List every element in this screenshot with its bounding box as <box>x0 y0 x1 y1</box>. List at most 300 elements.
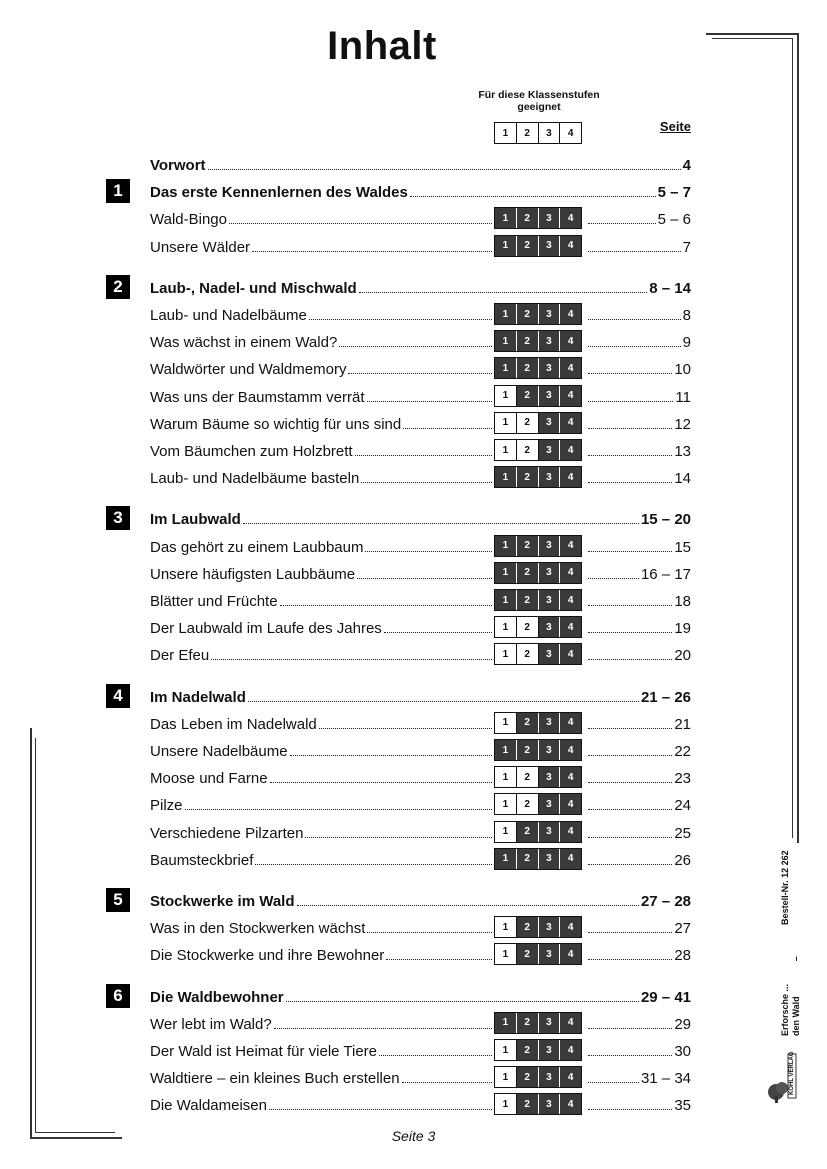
toc-entry <box>150 820 691 842</box>
grade-level-cell: 4 <box>560 1067 581 1087</box>
toc-entry <box>150 792 691 814</box>
grade-level-cell: 2 <box>517 358 539 378</box>
entry-title: Laub- und Nadelbäume basteln <box>150 470 360 488</box>
chapter-row <box>150 984 691 1006</box>
entry-title: Blätter und Früchte <box>150 593 278 610</box>
chapter-title: Die Waldbewohner <box>150 988 284 1006</box>
grade-level-box <box>494 1066 582 1088</box>
toc-entry <box>150 1011 691 1033</box>
frame-left-line <box>30 728 32 1138</box>
grade-level-cell: 1 <box>495 358 517 378</box>
toc-entry <box>150 1092 691 1114</box>
grade-level-cell: 1 <box>495 713 517 733</box>
grade-level-box <box>494 1093 582 1115</box>
grade-level-cell: 1 <box>495 822 517 842</box>
dot-leader <box>211 659 492 660</box>
grade-level-box <box>494 616 582 638</box>
chapter-row <box>150 506 691 528</box>
grade-level-box <box>494 943 582 965</box>
dot-leader <box>588 932 672 933</box>
page-number: 27 – 28 <box>640 893 691 910</box>
toc-entry <box>150 234 691 256</box>
dot-leader <box>270 782 492 783</box>
entry-title: Was uns der Baumstamm verrät <box>150 388 365 406</box>
grade-level-cell: 3 <box>539 331 561 351</box>
grade-level-box <box>494 535 582 557</box>
entry-title: Unsere Nadelbäume <box>150 743 288 760</box>
grade-level-cell: 4 <box>560 208 581 228</box>
page-column-header: Seite <box>659 119 691 134</box>
grade-level-cell: 4 <box>560 236 581 256</box>
grade-level-cell: 1 <box>495 944 517 964</box>
chapter-title: Das erste Kennenlernen des Waldes <box>150 184 408 202</box>
grade-level-cell: 1 <box>495 1013 517 1033</box>
dot-leader <box>309 319 492 320</box>
toc-entry <box>150 642 691 664</box>
dot-leader <box>588 659 672 660</box>
side-label-line2: den Wald <box>791 996 801 1036</box>
grade-level-cell: 3 <box>539 440 561 460</box>
entry-title: Unsere Wälder <box>150 238 251 256</box>
dot-leader <box>355 455 492 456</box>
dot-leader <box>280 605 492 606</box>
entry-title: Baumsteckbrief <box>150 851 254 869</box>
dot-leader <box>339 346 492 347</box>
grade-level-box <box>494 821 582 843</box>
dot-leader <box>588 455 672 456</box>
page-number: 31 – 34 <box>640 1070 691 1088</box>
dot-leader <box>348 373 492 374</box>
page-title: Inhalt <box>327 24 437 68</box>
dot-leader <box>229 223 492 224</box>
grade-level-cell: 1 <box>495 1040 517 1060</box>
entry-title: Laub- und Nadelbäume <box>150 307 307 324</box>
grade-level-cell: 1 <box>495 467 517 487</box>
page-number: 16 – 17 <box>640 565 691 583</box>
grade-level-box <box>494 385 582 407</box>
grade-level-cell: 4 <box>560 740 581 760</box>
toc-entry <box>150 711 691 733</box>
grade-level-cell: 2 <box>517 236 539 256</box>
grade-level-cell: 3 <box>539 536 561 556</box>
grade-level-box <box>494 589 582 611</box>
page-number: 4 <box>682 157 691 174</box>
page-number: 7 <box>682 238 691 256</box>
dot-leader <box>588 755 672 756</box>
page-number: 21 <box>674 715 691 733</box>
grade-level-cell: 4 <box>560 917 581 937</box>
grade-level-cell: 1 <box>495 331 517 351</box>
grade-level-cell: 2 <box>517 1013 539 1033</box>
side-label-order: Bestell-Nr. 12 262 <box>780 850 790 925</box>
grade-level-cell: 3 <box>539 794 561 814</box>
entry-title: Moose und Farne <box>150 770 268 788</box>
grade-level-cell: 1 <box>495 1067 517 1087</box>
entry-title: Unsere häufigsten Laubbäume <box>150 565 356 583</box>
toc-entry <box>150 915 691 937</box>
grade-header-level: 2 <box>517 123 539 143</box>
grade-level-cell: 2 <box>517 386 539 406</box>
grade-level-cell: 3 <box>539 358 561 378</box>
grade-level-cell: 3 <box>539 822 561 842</box>
grade-level-cell: 1 <box>495 563 517 583</box>
page-number: 18 <box>674 593 691 610</box>
grade-level-cell: 2 <box>517 1094 539 1114</box>
grade-level-box <box>494 766 582 788</box>
page-number: 15 – 20 <box>640 511 691 529</box>
entry-title: Die Waldameisen <box>150 1097 267 1115</box>
grade-level-cell: 3 <box>539 944 561 964</box>
toc-entry <box>150 765 691 787</box>
dot-leader <box>588 251 681 252</box>
dot-leader <box>319 728 492 729</box>
entry-title: Vom Bäumchen zum Holzbrett <box>150 443 353 460</box>
grade-level-cell: 4 <box>560 590 581 610</box>
page-number: 28 <box>674 947 691 965</box>
grade-level-cell: 1 <box>495 208 517 228</box>
grade-level-cell: 2 <box>517 331 539 351</box>
dot-leader <box>588 864 672 865</box>
grade-level-cell: 1 <box>495 413 517 433</box>
entry-title: Vorwort <box>150 157 206 174</box>
dot-leader <box>588 482 672 483</box>
dot-leader <box>588 223 656 224</box>
grade-level-box <box>494 207 582 229</box>
page-number: 30 <box>674 1043 691 1060</box>
chapter-number-badge: 3 <box>106 506 130 530</box>
entry-title: Warum Bäume so wichtig für uns sind <box>150 415 402 433</box>
grade-header-level: 4 <box>560 123 581 143</box>
grade-level-cell: 4 <box>560 617 581 637</box>
grade-level-cell: 3 <box>539 563 561 583</box>
page-number: 25 <box>674 824 691 842</box>
grade-level-cell: 4 <box>560 644 581 664</box>
grade-level-cell: 2 <box>517 713 539 733</box>
grade-level-cell: 2 <box>517 536 539 556</box>
toc-entry <box>150 534 691 556</box>
toc-entry <box>150 465 691 487</box>
grade-level-box <box>494 466 582 488</box>
grade-level-cell: 1 <box>495 440 517 460</box>
dot-leader <box>290 755 492 756</box>
grade-level-cell: 4 <box>560 713 581 733</box>
dot-leader <box>365 551 492 552</box>
dot-leader <box>367 932 492 933</box>
frame-right-line <box>792 38 793 838</box>
grade-level-cell: 4 <box>560 467 581 487</box>
grade-level-cell: 3 <box>539 236 561 256</box>
grade-level-cell: 1 <box>495 794 517 814</box>
page-number: 19 <box>674 620 691 638</box>
grade-level-cell: 2 <box>517 617 539 637</box>
grade-level-cell: 4 <box>560 1013 581 1033</box>
grade-level-box <box>494 235 582 257</box>
page-number: 27 <box>674 920 691 938</box>
grade-level-box <box>494 712 582 734</box>
dot-leader <box>588 428 672 429</box>
dot-leader <box>588 373 672 374</box>
frame-top-line <box>712 38 792 39</box>
dot-leader <box>361 482 492 483</box>
dot-leader <box>403 428 492 429</box>
dot-leader <box>185 809 492 810</box>
toc-entry <box>150 942 691 964</box>
grade-level-cell: 4 <box>560 1040 581 1060</box>
grade-level-cell: 2 <box>517 1040 539 1060</box>
grade-level-cell: 3 <box>539 467 561 487</box>
page-number: 24 <box>674 797 691 815</box>
dot-leader <box>410 196 656 197</box>
dot-leader <box>269 1109 492 1110</box>
toc-entry <box>150 411 691 433</box>
page-number: 9 <box>682 334 691 352</box>
grade-level-cell: 3 <box>539 413 561 433</box>
grade-level-cell: 4 <box>560 944 581 964</box>
dot-leader <box>588 346 681 347</box>
entry-title: Was wächst in einem Wald? <box>150 334 338 352</box>
grade-level-cell: 3 <box>539 304 561 324</box>
page-number: 20 <box>674 647 691 665</box>
chapter-title: Im Nadelwald <box>150 688 246 706</box>
grade-level-box <box>494 562 582 584</box>
grade-level-box <box>494 439 582 461</box>
dot-leader <box>588 1028 672 1029</box>
dot-leader <box>357 578 492 579</box>
chapter-row <box>150 888 691 910</box>
dot-leader <box>588 605 672 606</box>
dot-leader <box>386 959 492 960</box>
grade-level-cell: 2 <box>517 740 539 760</box>
dot-leader <box>379 1055 492 1056</box>
toc-entry <box>150 588 691 610</box>
dot-leader <box>248 701 639 702</box>
grade-level-cell: 1 <box>495 644 517 664</box>
tree-logo-icon <box>766 1052 806 1104</box>
grade-level-cell: 3 <box>539 208 561 228</box>
grade-level-cell: 3 <box>539 917 561 937</box>
dot-leader <box>359 292 648 293</box>
toc-entry <box>150 438 691 460</box>
dot-leader <box>588 1082 639 1083</box>
page-number-footer: Seite 3 <box>391 1128 436 1144</box>
grade-level-cell: 3 <box>539 1013 561 1033</box>
toc-entry <box>150 384 691 406</box>
grade-level-cell: 1 <box>495 536 517 556</box>
toc-entry <box>150 356 691 378</box>
chapter-title: Stockwerke im Wald <box>150 893 295 910</box>
chapter-number-badge: 6 <box>106 984 130 1008</box>
dot-leader <box>588 959 672 960</box>
grade-level-cell: 3 <box>539 1040 561 1060</box>
grade-level-cell: 4 <box>560 386 581 406</box>
dot-leader <box>255 864 492 865</box>
toc-entry <box>150 302 691 324</box>
grade-level-cell: 2 <box>517 563 539 583</box>
frame-left-line <box>35 738 36 1133</box>
grade-level-cell: 3 <box>539 590 561 610</box>
grade-level-cell: 3 <box>539 617 561 637</box>
grade-level-cell: 4 <box>560 794 581 814</box>
toc-entry <box>150 206 691 228</box>
grade-level-cell: 1 <box>495 849 517 869</box>
page-number: 8 – 14 <box>649 279 691 297</box>
grade-level-cell: 3 <box>539 1094 561 1114</box>
chapter-row <box>150 275 691 297</box>
side-label-line1: Erforsche ... <box>780 983 790 1036</box>
frame-right-line <box>797 33 799 843</box>
entry-title: Die Stockwerke und ihre Bewohner <box>150 947 385 965</box>
chapter-title: Laub-, Nadel- und Mischwald <box>150 279 357 297</box>
grade-level-box <box>494 643 582 665</box>
grade-level-box <box>494 412 582 434</box>
dot-leader <box>274 1028 492 1029</box>
grade-level-box <box>494 357 582 379</box>
entry-title: Wald-Bingo <box>150 211 227 229</box>
grade-level-cell: 4 <box>560 563 581 583</box>
page-number: 29 – 41 <box>640 988 691 1006</box>
page-number: 11 <box>675 388 691 406</box>
page-number: 15 <box>674 538 691 556</box>
entry-title: Was in den Stockwerken wächst <box>150 920 366 938</box>
grade-level-cell: 1 <box>495 617 517 637</box>
page-number: 21 – 26 <box>640 688 691 706</box>
toc-entry <box>150 847 691 869</box>
dot-leader <box>297 905 639 906</box>
grade-header-level: 3 <box>539 123 561 143</box>
dot-leader <box>588 728 672 729</box>
grade-level-cell: 2 <box>517 822 539 842</box>
toc-entry <box>150 615 691 637</box>
dot-leader <box>588 632 672 633</box>
grade-level-cell: 4 <box>560 822 581 842</box>
dot-leader <box>384 632 492 633</box>
page-number: 10 <box>674 361 691 379</box>
dot-leader <box>367 401 492 402</box>
grade-level-cell: 4 <box>560 440 581 460</box>
frame-top-line <box>706 33 798 35</box>
grade-header-level: 1 <box>495 123 517 143</box>
grade-level-cell: 2 <box>517 304 539 324</box>
page-number: 35 <box>674 1097 691 1115</box>
dot-leader <box>588 578 639 579</box>
dot-leader <box>588 1109 672 1110</box>
grade-level-cell: 3 <box>539 386 561 406</box>
grade-header <box>466 90 612 113</box>
grade-level-box <box>494 793 582 815</box>
grade-level-cell: 2 <box>517 208 539 228</box>
grade-level-box <box>494 303 582 325</box>
side-label-dash: – <box>791 956 801 962</box>
grade-level-cell: 4 <box>560 331 581 351</box>
dot-leader <box>588 401 673 402</box>
dot-leader <box>588 319 681 320</box>
dot-leader <box>243 523 639 524</box>
toc-entry <box>150 1038 691 1060</box>
publisher-name: KOHL VERLAG <box>789 1051 795 1095</box>
page-number: 23 <box>674 770 691 788</box>
chapter-number-badge: 2 <box>106 275 130 299</box>
chapter-number-badge: 5 <box>106 888 130 912</box>
grade-level-cell: 2 <box>517 767 539 787</box>
entry-title: Der Laubwald im Laufe des Jahres <box>150 620 382 638</box>
toc-entry <box>150 738 691 760</box>
entry-title: Pilze <box>150 797 183 815</box>
grade-level-cell: 1 <box>495 740 517 760</box>
grade-level-cell: 4 <box>560 413 581 433</box>
grade-header-line1: Für diese Klassenstufen <box>478 89 600 101</box>
grade-level-cell: 2 <box>517 467 539 487</box>
dot-leader <box>588 782 672 783</box>
grade-level-cell: 1 <box>495 386 517 406</box>
dot-leader <box>588 809 672 810</box>
grade-level-cell: 2 <box>517 849 539 869</box>
page-number: 22 <box>674 743 691 760</box>
entry-title: Der Wald ist Heimat für viele Tiere <box>150 1043 378 1060</box>
entry-title: Waldtiere – ein kleines Buch erstellen <box>150 1070 400 1088</box>
entry-title: Waldwörter und Waldmemory <box>150 361 347 379</box>
dot-leader <box>305 837 492 838</box>
grade-level-cell: 3 <box>539 740 561 760</box>
entry-title: Der Efeu <box>150 647 210 665</box>
grade-level-cell: 1 <box>495 236 517 256</box>
grade-level-cell: 4 <box>560 536 581 556</box>
grade-level-cell: 2 <box>517 1067 539 1087</box>
page-number: 5 – 6 <box>657 211 691 229</box>
grade-level-cell: 4 <box>560 304 581 324</box>
dot-leader <box>588 1055 672 1056</box>
grade-header-line2: geeignet <box>517 100 561 113</box>
grade-level-cell: 2 <box>517 440 539 460</box>
entry-title: Das Leben im Nadelwald <box>150 715 317 733</box>
grade-level-cell: 2 <box>517 590 539 610</box>
entry-title: Das gehört zu einem Laubbaum <box>150 538 364 556</box>
dot-leader <box>588 837 672 838</box>
grade-level-cell: 1 <box>495 590 517 610</box>
grade-level-cell: 2 <box>517 944 539 964</box>
entry-title: Wer lebt im Wald? <box>150 1015 272 1033</box>
page-number: 12 <box>674 415 691 433</box>
grade-level-cell: 3 <box>539 767 561 787</box>
publisher-logo <box>766 1052 806 1104</box>
dot-leader <box>252 251 492 252</box>
page-number: 26 <box>674 851 691 869</box>
grade-level-cell: 3 <box>539 1067 561 1087</box>
page-number: 8 <box>682 307 691 324</box>
grade-level-box <box>494 1012 582 1034</box>
grade-level-box <box>494 330 582 352</box>
page-number: 5 – 7 <box>657 184 691 202</box>
dot-leader <box>402 1082 492 1083</box>
grade-level-cell: 3 <box>539 849 561 869</box>
grade-level-cell: 1 <box>495 1094 517 1114</box>
dot-leader <box>588 551 672 552</box>
grade-level-cell: 1 <box>495 304 517 324</box>
grade-level-cell: 3 <box>539 713 561 733</box>
grade-level-cell: 3 <box>539 644 561 664</box>
grade-level-cell: 4 <box>560 358 581 378</box>
grade-level-box <box>494 739 582 761</box>
chapter-row <box>150 684 691 706</box>
grade-level-cell: 2 <box>517 413 539 433</box>
grade-level-cell: 2 <box>517 794 539 814</box>
chapter-number-badge: 4 <box>106 684 130 708</box>
page-number: 13 <box>674 443 691 460</box>
grade-level-cell: 1 <box>495 917 517 937</box>
grade-level-box <box>494 1039 582 1061</box>
dot-leader <box>208 169 681 170</box>
dot-leader <box>286 1001 639 1002</box>
grade-level-cell: 1 <box>495 767 517 787</box>
